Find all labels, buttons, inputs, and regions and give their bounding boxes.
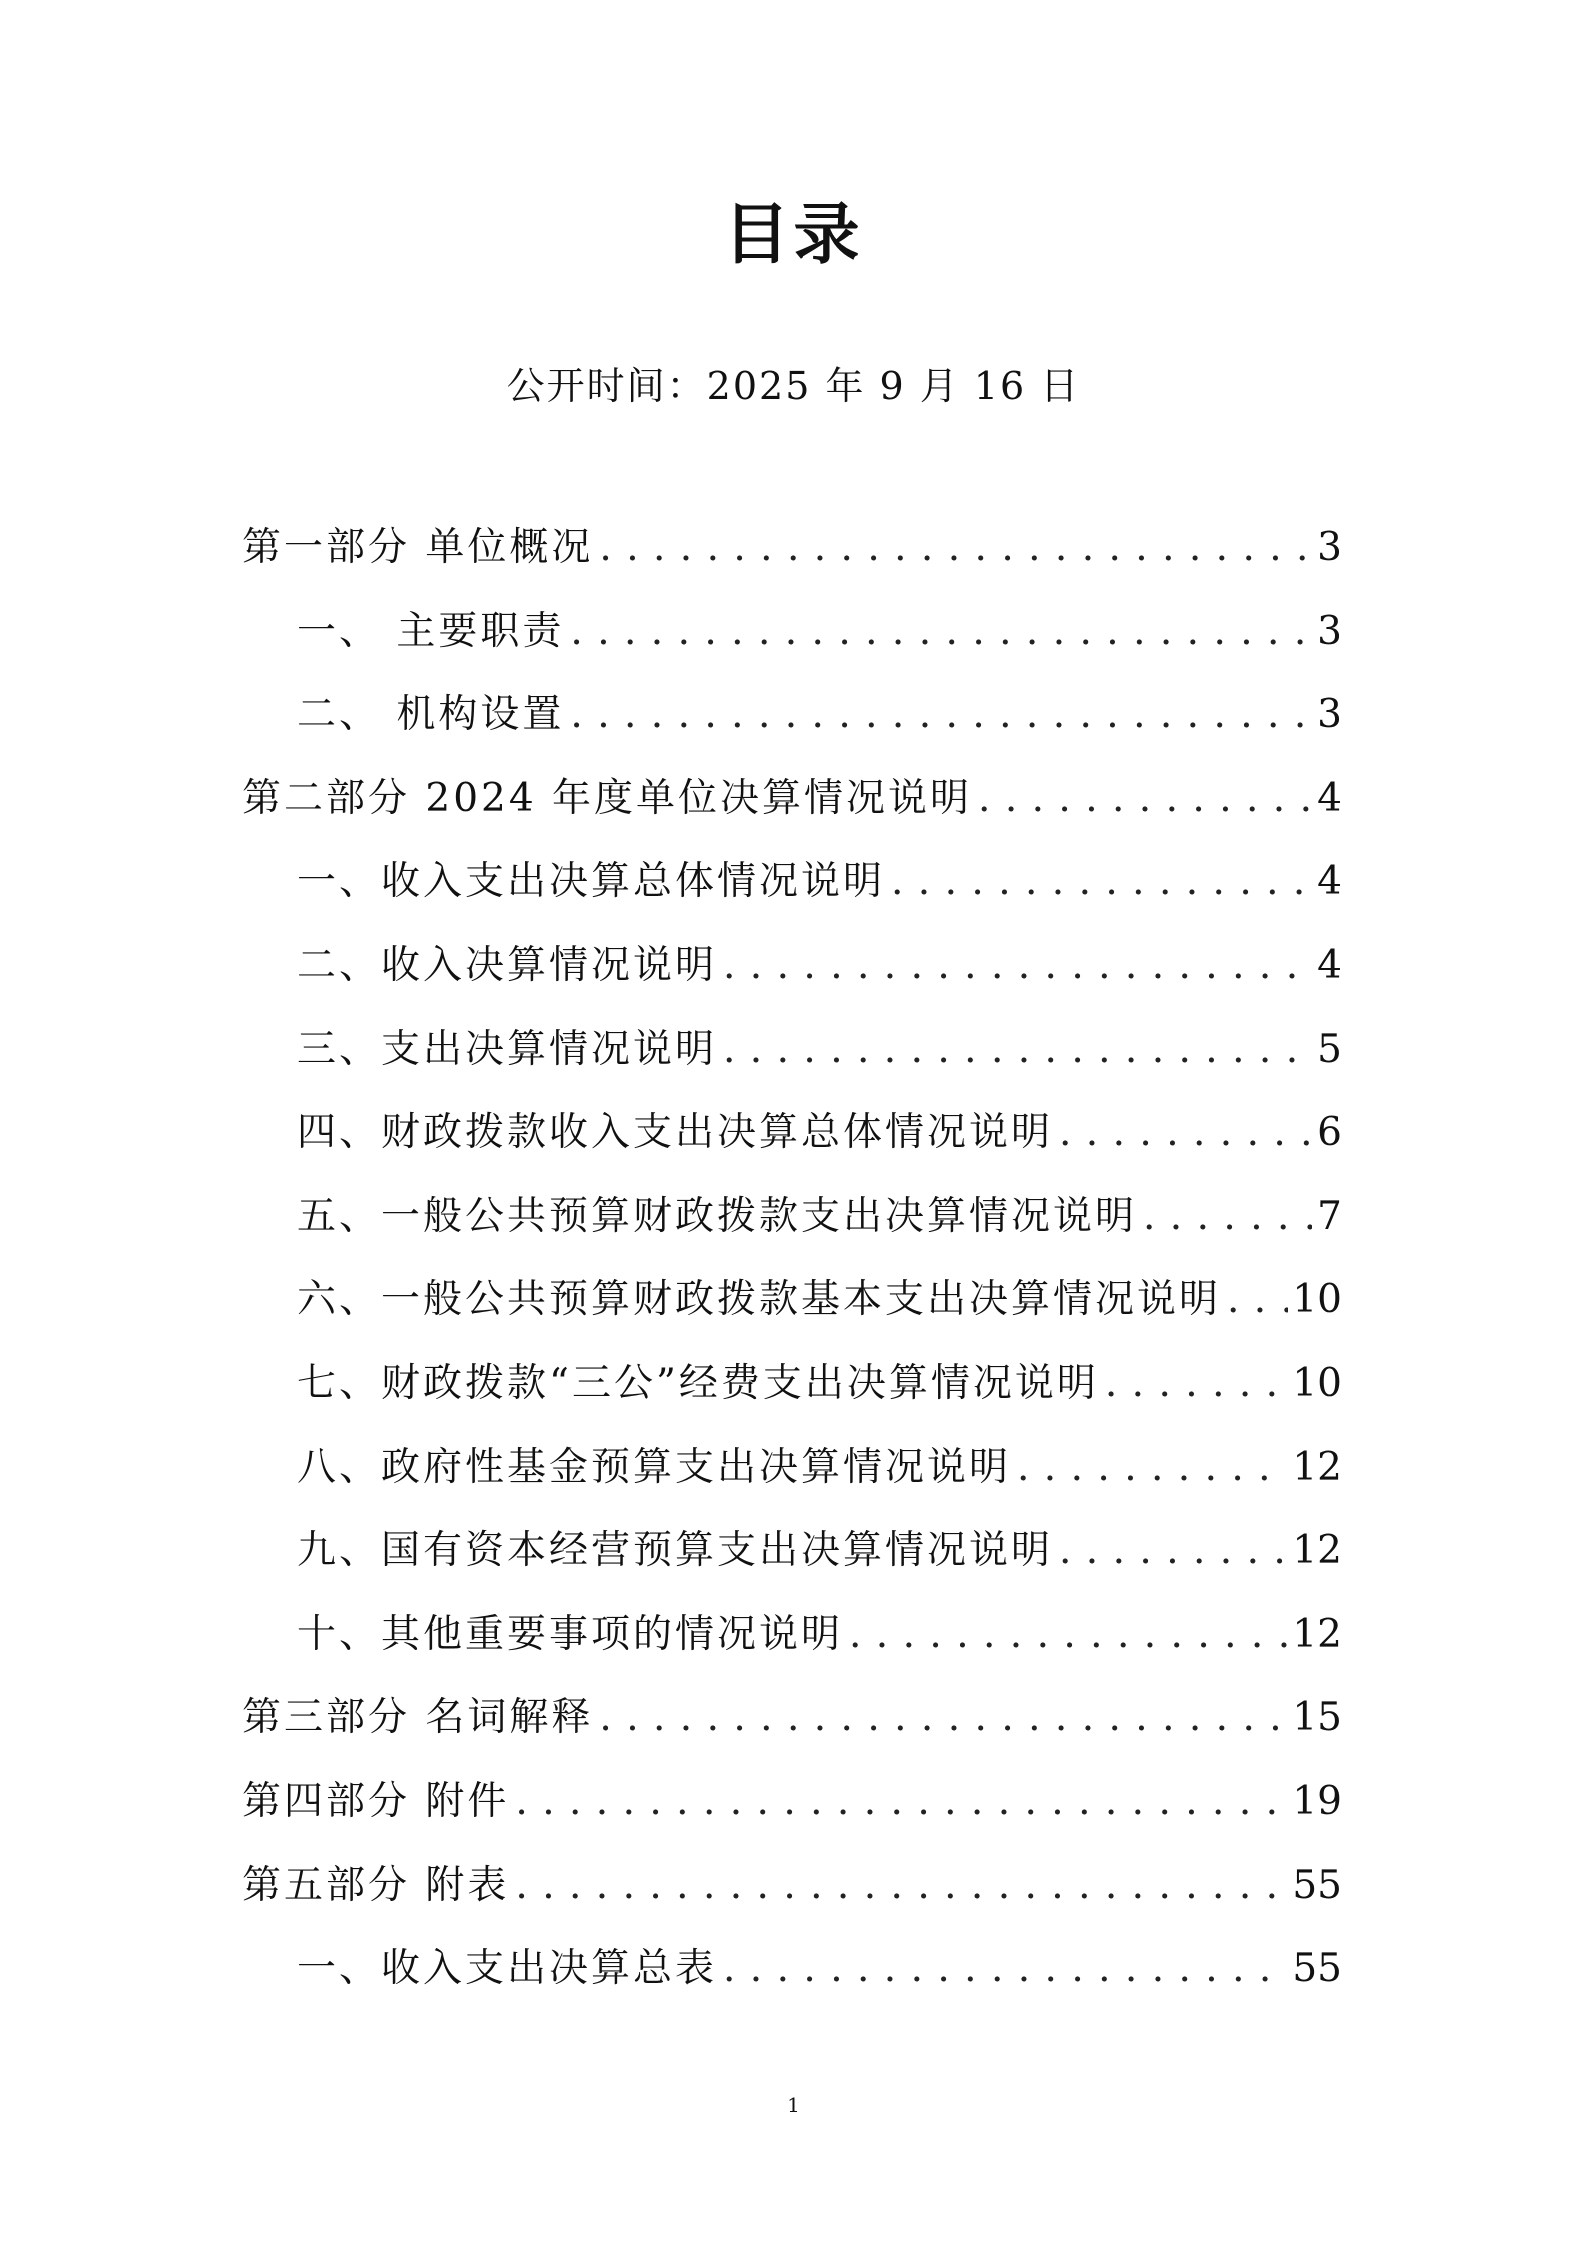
toc-leader-dots bbox=[515, 1772, 1288, 1832]
toc-entry-label: 二、 机构设置 bbox=[297, 692, 565, 738]
toc-entry-label: 一、 主要职责 bbox=[297, 608, 565, 654]
toc-entry-state-capital-budget[interactable] bbox=[242, 1521, 1342, 1605]
toc-entry-label: 第五部分 附表 bbox=[242, 1862, 510, 1908]
toc-entry-three-public-expenses[interactable] bbox=[242, 1354, 1342, 1438]
toc-entry-page: 3 bbox=[1317, 692, 1342, 738]
toc-entry-label: 二、收入决算情况说明 bbox=[297, 942, 718, 988]
toc-entry-label: 四、财政拨款收入支出决算总体情况说明 bbox=[297, 1110, 1054, 1156]
toc-entry-label: 九、国有资本经营预算支出决算情况说明 bbox=[297, 1528, 1054, 1574]
toc-entry-part-1[interactable] bbox=[242, 518, 1342, 602]
toc-entry-page: 12 bbox=[1292, 1444, 1342, 1490]
toc-entry-government-fund-budget[interactable] bbox=[242, 1438, 1342, 1522]
toc-entry-page: 55 bbox=[1292, 1862, 1342, 1908]
toc-entry-label: 一、收入支出决算总表 bbox=[297, 1946, 718, 1992]
toc-leader-dots bbox=[723, 1939, 1288, 1999]
footer-page-number: 1 bbox=[787, 2093, 800, 2117]
toc-leader-dots bbox=[570, 602, 1312, 662]
toc-leader-dots bbox=[599, 518, 1312, 578]
toc-entry-page: 55 bbox=[1292, 1946, 1342, 1992]
toc-entry-page: 7 bbox=[1317, 1193, 1342, 1239]
toc-entry-general-budget-basic-expense[interactable] bbox=[242, 1270, 1342, 1354]
toc-leader-dots bbox=[1059, 1103, 1312, 1163]
toc-entry-label: 六、一般公共预算财政拨款基本支出决算情况说明 bbox=[297, 1277, 1222, 1323]
toc-leader-dots bbox=[515, 1856, 1288, 1916]
toc-leader-dots bbox=[849, 1605, 1288, 1665]
toc-entry-income-expense-overview[interactable] bbox=[242, 852, 1342, 936]
toc-entry-label: 八、政府性基金预算支出决算情况说明 bbox=[297, 1444, 1012, 1490]
toc-leader-dots bbox=[1059, 1521, 1288, 1581]
toc-leader-dots bbox=[599, 1688, 1288, 1748]
toc-entry-label: 五、一般公共预算财政拨款支出决算情况说明 bbox=[297, 1193, 1138, 1239]
toc-entry-label: 十、其他重要事项的情况说明 bbox=[297, 1611, 844, 1657]
toc-entry-label: 七、财政拨款“三公”经费支出决算情况说明 bbox=[297, 1360, 1099, 1406]
toc-entry-page: 6 bbox=[1317, 1110, 1342, 1156]
toc-entry-part-4[interactable] bbox=[242, 1772, 1342, 1856]
toc-entry-page: 3 bbox=[1317, 525, 1342, 570]
toc-entry-main-duties[interactable] bbox=[242, 602, 1342, 686]
toc-entry-page: 12 bbox=[1292, 1611, 1342, 1657]
toc-entry-org-setup[interactable] bbox=[242, 685, 1342, 769]
publish-date: 公开时间：2025 年 9 月 16 日 bbox=[506, 364, 1081, 408]
toc-leader-dots bbox=[723, 936, 1312, 996]
toc-entry-label: 第三部分 名词解释 bbox=[242, 1695, 594, 1741]
toc-entry-page: 4 bbox=[1317, 859, 1342, 905]
toc-leader-dots bbox=[1143, 1187, 1312, 1247]
toc-entry-label: 一、收入支出决算总体情况说明 bbox=[297, 859, 886, 905]
toc-entry-page: 15 bbox=[1292, 1695, 1342, 1741]
toc-leader-dots bbox=[1227, 1270, 1288, 1330]
toc-entry-page: 10 bbox=[1292, 1277, 1342, 1323]
toc-entry-other-matters[interactable] bbox=[242, 1605, 1342, 1689]
toc-entry-page: 19 bbox=[1292, 1778, 1342, 1824]
toc-leader-dots bbox=[1105, 1354, 1288, 1414]
toc-entry-label: 第二部分 2024 年度单位决算情况说明 bbox=[242, 775, 973, 821]
toc-entry-fiscal-appropriation-overview[interactable] bbox=[242, 1103, 1342, 1187]
table-of-contents bbox=[242, 518, 1342, 2023]
toc-entry-label: 第一部分 单位概况 bbox=[242, 525, 594, 570]
toc-entry-income-expense-summary-table[interactable] bbox=[242, 1939, 1342, 2023]
toc-entry-page: 5 bbox=[1317, 1026, 1342, 1072]
toc-entry-page: 10 bbox=[1292, 1360, 1342, 1406]
toc-entry-label: 第四部分 附件 bbox=[242, 1778, 510, 1824]
toc-entry-page: 4 bbox=[1317, 775, 1342, 821]
toc-entry-page: 12 bbox=[1292, 1528, 1342, 1574]
toc-leader-dots bbox=[723, 1020, 1312, 1080]
toc-entry-label: 三、支出决算情况说明 bbox=[297, 1026, 718, 1072]
toc-leader-dots bbox=[570, 685, 1312, 745]
toc-entry-part-5[interactable] bbox=[242, 1856, 1342, 1940]
toc-entry-page: 3 bbox=[1317, 608, 1342, 654]
toc-leader-dots bbox=[978, 769, 1312, 829]
toc-leader-dots bbox=[891, 852, 1312, 912]
toc-entry-income[interactable] bbox=[242, 936, 1342, 1020]
toc-entry-page: 4 bbox=[1317, 942, 1342, 988]
toc-leader-dots bbox=[1017, 1438, 1288, 1498]
toc-entry-part-3[interactable] bbox=[242, 1688, 1342, 1772]
toc-entry-expense[interactable] bbox=[242, 1020, 1342, 1104]
toc-entry-general-budget-expense[interactable] bbox=[242, 1187, 1342, 1271]
toc-entry-part-2[interactable] bbox=[242, 769, 1342, 853]
page-title: 目录 bbox=[723, 196, 864, 273]
